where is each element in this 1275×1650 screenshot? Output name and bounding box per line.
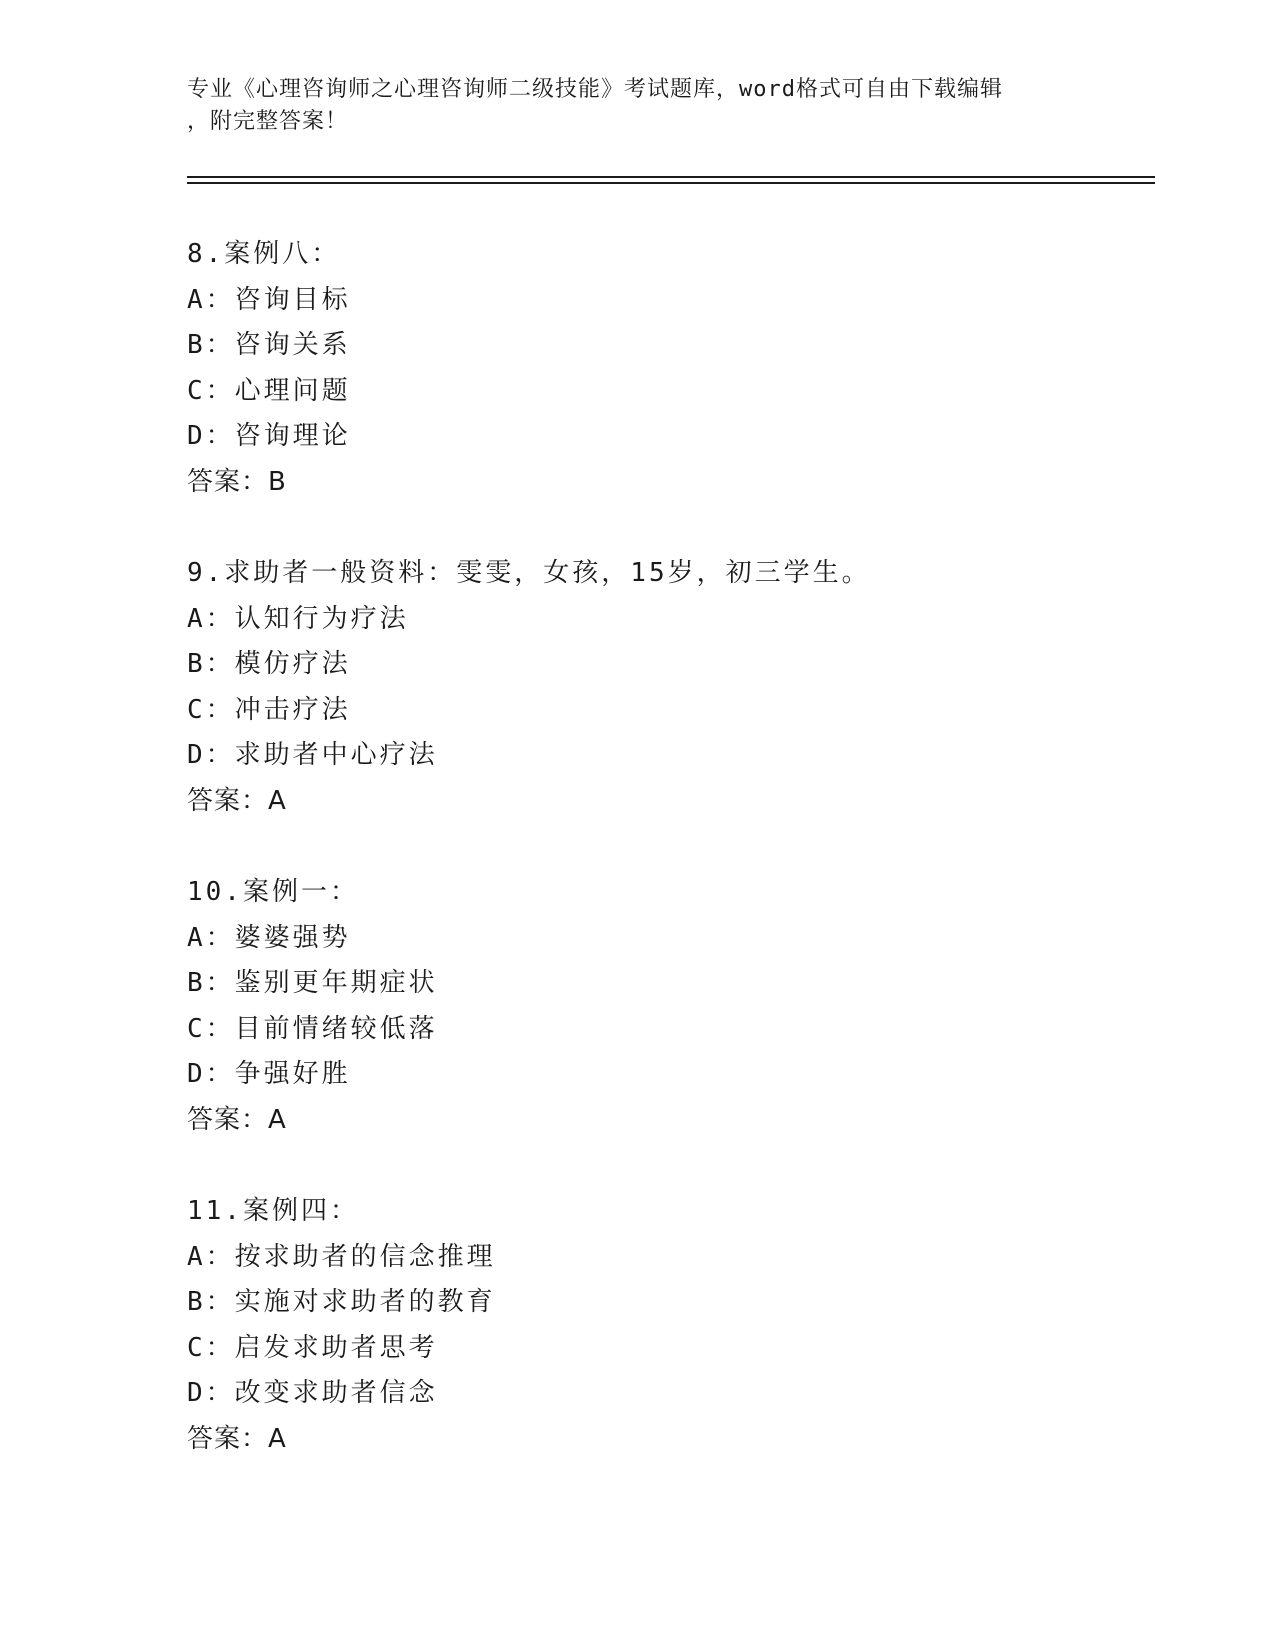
option-c: C：目前情绪较低落 [187, 1013, 438, 1044]
option-b: B：模仿疗法 [187, 649, 351, 679]
option-b: B：实施对求助者的教育 [187, 1287, 496, 1317]
question-stem: 10.案例一： [187, 877, 359, 907]
option-b: B：鉴别更年期症状 [187, 968, 438, 998]
option-c: C：冲击疗法 [187, 694, 351, 725]
option-d: D：咨询理论 [187, 421, 351, 451]
answer-line: 答案：A [187, 785, 287, 816]
option-d: D：改变求助者信念 [187, 1378, 438, 1408]
option-a: A：认知行为疗法 [187, 603, 409, 634]
option-d: D：争强好胜 [187, 1059, 351, 1089]
question-10 [187, 870, 438, 1143]
option-a: A：按求助者的信念推理 [187, 1241, 496, 1272]
answer-line: 答案：A [187, 1104, 287, 1135]
question-stem: 9.求助者一般资料：雯雯，女孩，15岁，初三学生。 [187, 558, 871, 588]
header-divider-top [187, 176, 1155, 178]
option-c: C：心理问题 [187, 375, 351, 406]
question-8 [187, 232, 351, 505]
option-a: A：咨询目标 [187, 284, 351, 315]
header-divider-bottom [187, 182, 1155, 184]
document-header [187, 74, 1087, 138]
option-d: D：求助者中心疗法 [187, 740, 438, 770]
question-9 [187, 551, 871, 824]
answer-line: 答案：A [187, 1423, 287, 1454]
question-stem: 8.案例八： [187, 239, 341, 269]
option-a: A：婆婆强势 [187, 922, 351, 953]
question-11 [187, 1189, 496, 1462]
header-line-2: ，附完整答案！ [187, 109, 349, 134]
option-c: C：启发求助者思考 [187, 1332, 438, 1363]
question-stem: 11.案例四： [187, 1196, 359, 1226]
option-b: B：咨询关系 [187, 330, 351, 360]
answer-line: 答案：B [187, 466, 287, 497]
header-line-1: 专业《心理咨询师之心理咨询师二级技能》考试题库，word格式可自由下载编辑 [187, 77, 1003, 102]
